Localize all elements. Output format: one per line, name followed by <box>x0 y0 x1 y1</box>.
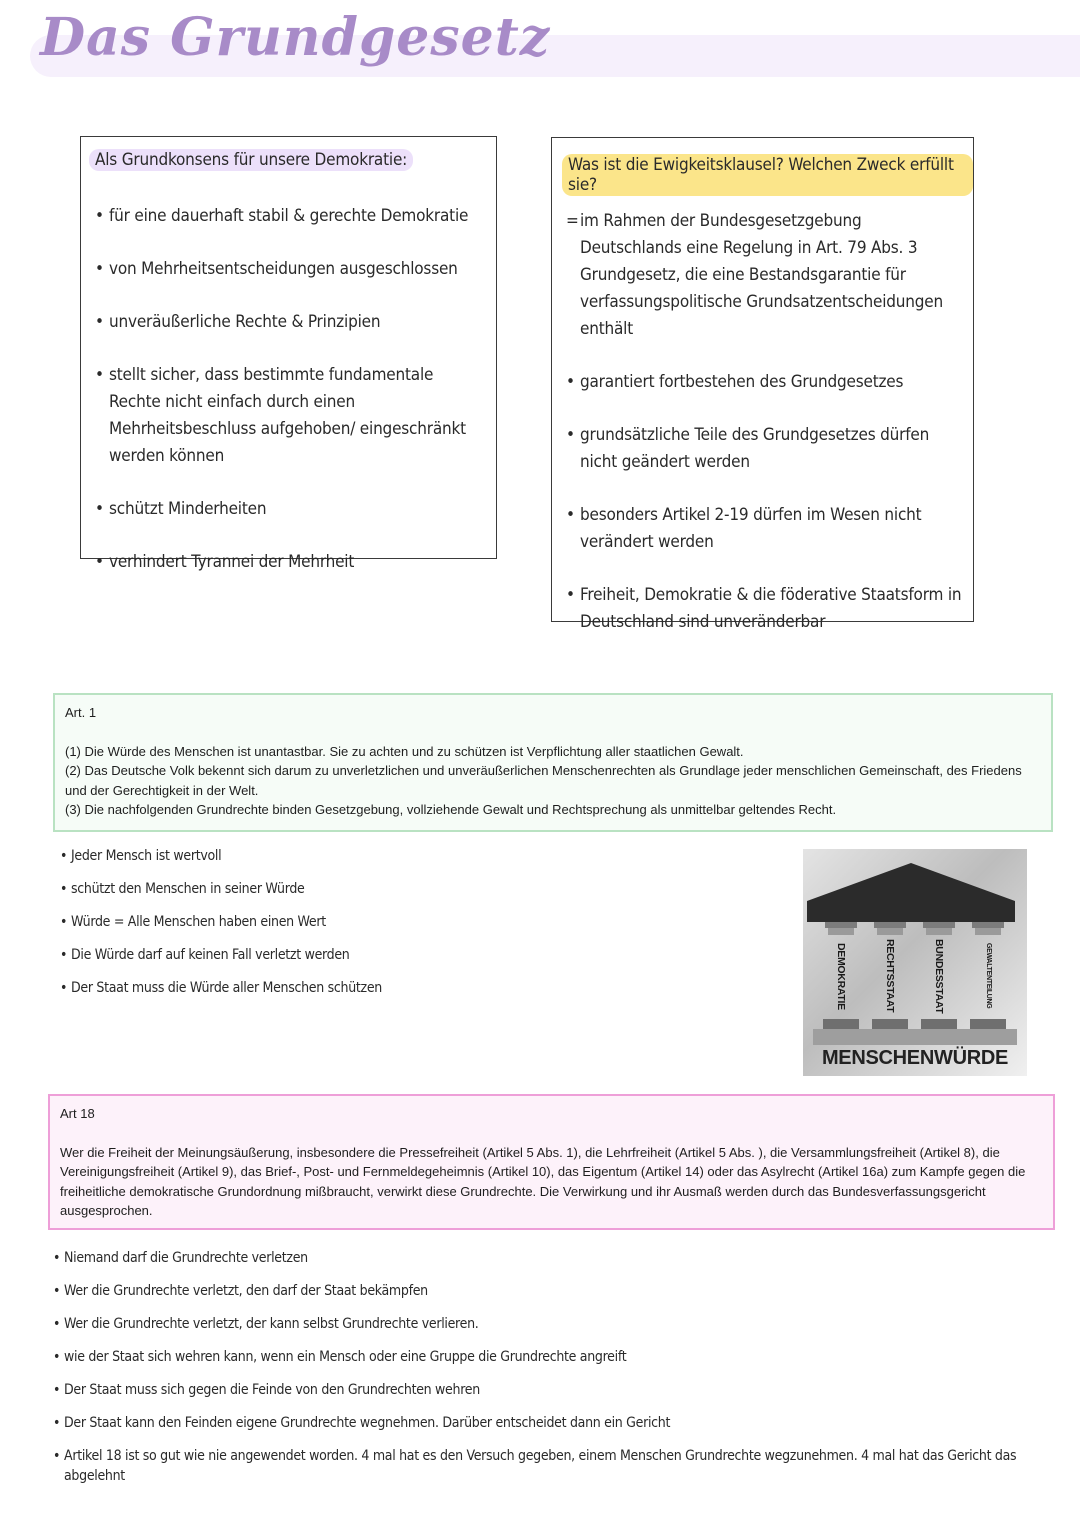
list-item: • Der Staat kann den Feinden eigene Grundrechte wegnehmen. Darüber entscheidet dann ein Gericht <box>53 1413 1073 1446</box>
list-item: • Artikel 18 ist so gut wie nie angewendet worden. 4 mal hat es den Versuch gegeben, einem Menschen Grundrechte wegzunehmen. 4 mal hat das Gericht das abgelehnt <box>53 1446 1073 1479</box>
temple-diagram <box>803 849 1027 1076</box>
list-item: • stellt sicher, dass bestimmte fundamentale Rechte nicht einfach durch einen Mehrheitsbeschluss aufgehoben/ eingeschränkt werden können <box>95 362 485 470</box>
list-item: • von Mehrheitsentscheidungen ausgeschlossen <box>95 256 485 283</box>
article-1-paragraph: (2) Das Deutsche Volk bekennt sich darum zu unverletzlichen und unveräußerlichen Menschenrechten als Grundlage jeder menschlichen Gemeinschaft, des Friedens und der Gerechtigkeit in der Welt. <box>65 763 1022 798</box>
ewigkeitsklausel-box <box>551 137 974 632</box>
definition-item: = im Rahmen der Bundesgesetzgebung Deutschlands eine Regelung in Art. 79 Abs. 3 Grundgesetz, die eine Bestandsgarantie für verfassungspolitische Grundsatzentscheidungen enthält <box>566 208 966 343</box>
list-item: • Niemand darf die Grundrechte verletzen <box>53 1248 1073 1281</box>
article-1-paragraph: (1) Die Würde des Menschen ist unantastbar. Sie zu achten und zu schützen ist Verpflichtung aller staatlichen Gewalt. <box>65 743 744 759</box>
list-item: • besonders Artikel 2-19 dürfen im Wesen nicht verändert werden <box>566 502 966 556</box>
list-item: • Freiheit, Demokratie & die föderative Staatsform in Deutschland sind unveränderbar <box>566 582 966 636</box>
list-item: • Wer die Grundrechte verletzt, der kann selbst Grundrechte verlieren. <box>53 1314 1073 1347</box>
article-18-box <box>48 1094 1055 1230</box>
ewigkeitsklausel-list <box>566 208 966 662</box>
article-1-title: Art. 1 <box>65 705 97 720</box>
article-18-text: Wer die Freiheit der Meinungsäußerung, insbesondere die Pressefreiheit (Artikel 5 Abs. 1), die Lehrfreiheit (Artikel 5 Abs. ), die Versammlungsfreiheit (Artikel 8), die Vereinigungsfreiheit (Artikel 9), das Brief-, Post- und Fernmeldegeheimnis (Artikel 10), das Eigentum (Artikel 14) oder das Asylrecht (Artikel 16a) zum Kampfe gegen die freiheitliche demokratische Grundordnung mißbraucht, verwirkt diese Grundrechte. Die Verwirkung und ihr Ausmaß werden durch das Bundesverfassungsgericht ausgesprochen. <box>60 1144 1026 1218</box>
pillar-rule-of-law: RECHTSSTAAT <box>884 939 896 1013</box>
temple-foundation-label: MENSCHENWÜRDE <box>821 1047 1009 1069</box>
ewigkeitsklausel-heading <box>562 154 973 196</box>
pillar-federal-state: BUNDESSTAAT <box>933 938 945 1014</box>
list-item: • Wer die Grundrechte verletzt, den darf der Staat bekämpfen <box>53 1281 1073 1314</box>
grundkonsens-heading <box>89 149 413 171</box>
list-item: • Jeder Mensch ist wertvoll <box>60 846 780 879</box>
list-item: • Die Würde darf auf keinen Fall verletzt werden <box>60 945 780 978</box>
article-18-title: Art 18 <box>60 1106 95 1121</box>
grundkonsens-box <box>80 136 497 572</box>
list-item: • schützt Minderheiten <box>95 496 485 523</box>
grundkonsens-list <box>95 203 485 602</box>
list-item: • verhindert Tyrannei der Mehrheit <box>95 549 485 576</box>
ewigkeitsklausel-heading-text: Was ist die Ewigkeitsklausel? Welchen Zweck erfüllt sie? <box>562 154 973 196</box>
list-item: • garantiert fortbestehen des Grundgesetzes <box>566 369 966 396</box>
list-item: • unveräußerliche Rechte & Prinzipien <box>95 309 485 336</box>
list-item: • für eine dauerhaft stabil & gerechte Demokratie <box>95 203 485 230</box>
grundkonsens-heading-text: Als Grundkonsens für unsere Demokratie: <box>89 149 413 171</box>
list-item: • wie der Staat sich wehren kann, wenn ein Mensch oder eine Gruppe die Grundrechte angreift <box>53 1347 1073 1380</box>
list-item: • Der Staat muss sich gegen die Feinde von den Grundrechten wehren <box>53 1380 1073 1413</box>
article-1-box <box>53 693 1053 832</box>
pillar-separation-of-powers: GEWALTENTEILUNG <box>985 943 992 1009</box>
list-item: • Der Staat muss die Würde aller Menschen schützen <box>60 978 780 1011</box>
list-item: • Würde = Alle Menschen haben einen Wert <box>60 912 780 945</box>
page-title: Das Grundgesetz <box>40 7 551 68</box>
article-18-notes <box>53 1248 1073 1484</box>
article-1-paragraph: (3) Die nachfolgenden Grundrechte binden Gesetzgebung, vollziehende Gewalt und Rechtsprechung als unmittelbar geltendes Recht. <box>65 802 837 817</box>
list-item: • grundsätzliche Teile des Grundgesetzes dürfen nicht geändert werden <box>566 422 966 476</box>
list-item: • schützt den Menschen in seiner Würde <box>60 879 780 912</box>
article-1-notes <box>60 846 780 1011</box>
pillar-democracy: DEMOKRATIE <box>835 942 847 1010</box>
